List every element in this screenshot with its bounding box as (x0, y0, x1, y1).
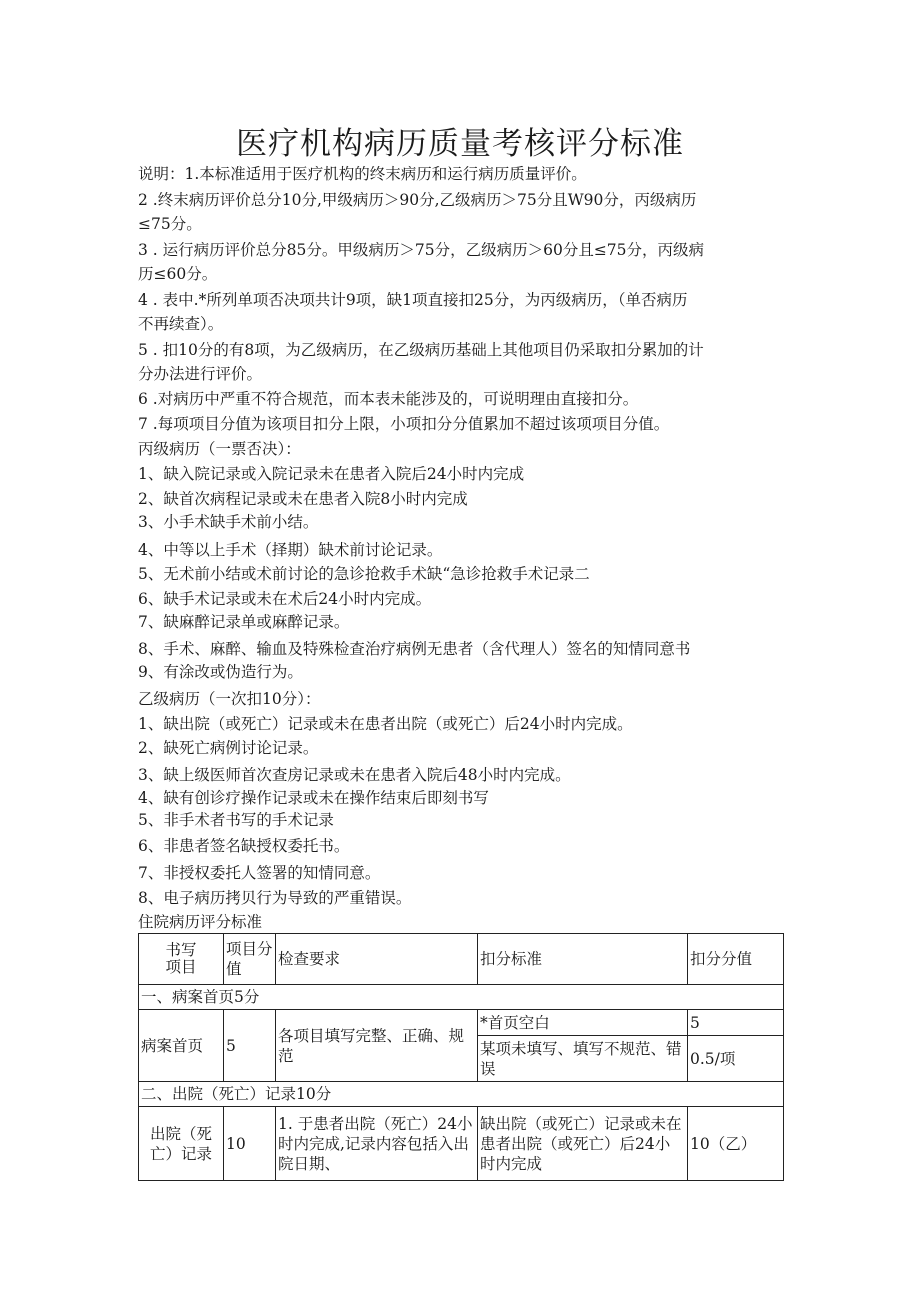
section-heading: 一、病案首页5分 (139, 985, 784, 1010)
note-line: ≤75分。 (138, 215, 202, 233)
cell-deduct-value: 10（乙） (688, 1107, 784, 1181)
grade-c-item: 9、有涂改或伪造行为。 (138, 663, 303, 681)
cell-requirement: 1. 于患者出院（死亡）24小时内完成,记录内容包括入出院日期、 (276, 1107, 478, 1181)
grade-b-item: 1、缺出院（或死亡）记录或未在患者出院（或死亡）后24小时内完成。 (138, 715, 633, 733)
grade-c-item: 4、中等以上手术（择期）缺术前讨论记录。 (138, 541, 443, 559)
note-line: 7 .每项项目分值为该项目扣分上限，小项扣分分值累加不超过该项项目分值。 (138, 415, 670, 433)
cell-score: 10 (224, 1107, 276, 1181)
table-section-row (139, 1082, 784, 1107)
header-item: 书写 项目 (139, 934, 224, 985)
table-section-row (139, 985, 784, 1010)
table-title: 住院病历评分标准 (138, 913, 263, 931)
grade-b-item: 3、缺上级医师首次查房记录或未在患者入院后48小时内完成。 (138, 766, 571, 784)
note-line: 说明：1.本标准适用于医疗机构的终末病历和运行病历质量评价。 (138, 165, 587, 183)
header-requirement: 检查要求 (276, 934, 478, 985)
grade-b-item: 8、电子病历拷贝行为导致的严重错误。 (138, 889, 412, 907)
grade-b-item: 7、非授权委托人签署的知情同意。 (138, 864, 381, 882)
header-deduct-value: 扣分分值 (688, 934, 784, 985)
cell-requirement: 各项目填写完整、正确、规范 (276, 1010, 478, 1082)
cell-score: 5 (224, 1010, 276, 1082)
header-deduct-standard: 扣分标准 (478, 934, 688, 985)
grade-c-item: 7、缺麻醉记录单或麻醉记录。 (138, 613, 350, 631)
cell-deduct-value: 5 (688, 1010, 784, 1036)
grade-c-heading: 丙级病历（一票否决）： (138, 440, 301, 458)
note-line: 不再续查）。 (138, 315, 224, 333)
grade-c-item: 3、小手术缺手术前小结。 (138, 513, 319, 531)
grade-c-item: 1、缺入院记录或入院记录未在患者入院后24小时内完成 (138, 465, 525, 483)
header-score: 项目分值 (224, 934, 276, 985)
grade-c-item: 2、缺首次病程记录或未在患者入院8小时内完成 (138, 490, 468, 508)
table-header-row (139, 934, 784, 985)
cell-item: 出院（死亡）记录 (139, 1107, 224, 1181)
note-line: 4 . 表中.*所列单项否决项共计9项，缺1项直接扣25分，为丙级病历，（单否病历 (138, 291, 688, 309)
cell-item: 病案首页 (139, 1010, 224, 1082)
note-line: 3 . 运行病历评价总分85分。甲级病历＞75分，乙级病历＞60分且≤75分，丙级病 (138, 241, 705, 259)
section-heading: 二、出院（死亡）记录10分 (139, 1082, 784, 1107)
grade-b-heading: 乙级病历（一次扣10分）： (138, 690, 321, 708)
grade-c-item: 8、手术、麻醉、输血及特殊检查治疗病例无患者（含代理人）签名的知情同意书 (138, 640, 691, 658)
note-line: 历≤60分。 (138, 265, 218, 283)
cell-deduct-standard: 缺出院（或死亡）记录或未在患者出院（或死亡）后24小时内完成 (478, 1107, 688, 1181)
grade-b-item: 5、非手术者书写的手术记录 (138, 811, 334, 829)
document-title: 医疗机构病历质量考核评分标准 (236, 126, 684, 162)
note-line: 6 .对病历中严重不符合规范，而本表未能涉及的，可说明理由直接扣分。 (138, 390, 639, 408)
cell-deduct-standard: *首页空白 (478, 1010, 688, 1036)
grade-b-item: 6、非患者签名缺授权委托书。 (138, 837, 350, 855)
note-line: 分办法进行评价。 (138, 365, 263, 383)
grade-b-item: 2、缺死亡病例讨论记录。 (138, 739, 319, 757)
scoring-table (138, 933, 784, 1181)
note-line: 5 . 扣10分的有8项，为乙级病历，在乙级病历基础上其他项目仍采取扣分累加的计 (138, 341, 704, 359)
cell-deduct-standard: 某项未填写、填写不规范、错误 (478, 1036, 688, 1082)
grade-c-item: 5、无术前小结或术前讨论的急诊抢救手术缺“急诊抢救手术记录二 (138, 565, 590, 583)
note-line: 2 .终末病历评价总分10分,甲级病历＞90分,乙级病历＞75分且W90分，丙级病历 (138, 191, 697, 209)
table-row (139, 1010, 784, 1036)
table-row (139, 1107, 784, 1181)
grade-c-item: 6、缺手术记录或未在术后24小时内完成。 (138, 590, 432, 608)
cell-deduct-value: 0.5/项 (688, 1036, 784, 1082)
grade-b-item: 4、缺有创诊疗操作记录或未在操作结束后即刻书写 (138, 789, 489, 807)
